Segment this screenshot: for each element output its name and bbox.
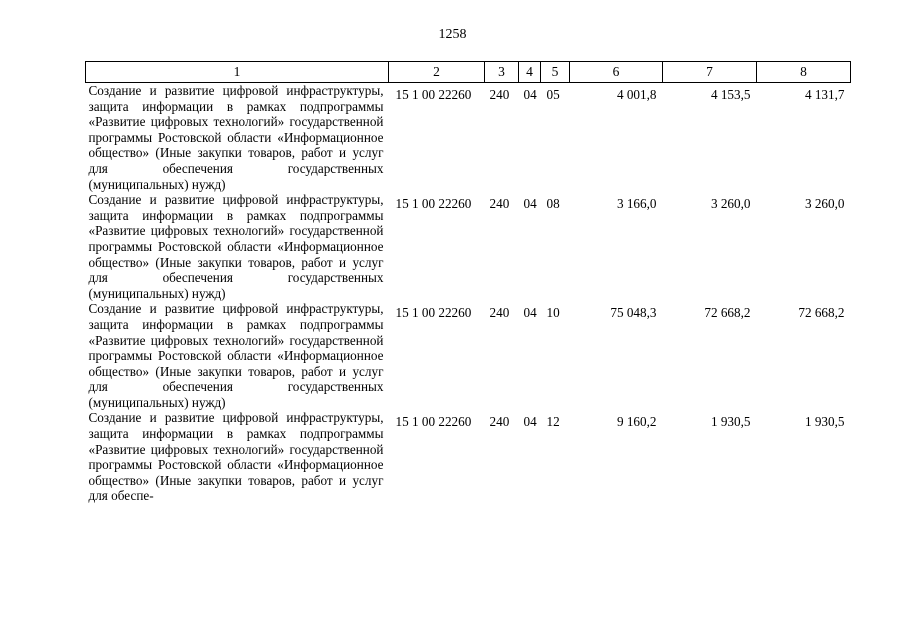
row-col8: 72 668,2 (798, 305, 845, 321)
row-col3: 240 (489, 305, 510, 321)
row-col6: 4 001,8 (616, 87, 657, 102)
row-col8: 3 260,0 (804, 196, 845, 212)
row-col4: 04 (523, 87, 537, 102)
table-row (86, 83, 851, 193)
row-col8: 1 930,5 (804, 414, 845, 430)
column-header-2: 2 (389, 62, 485, 83)
page-number: 1258 (438, 27, 467, 42)
table-header-row (86, 62, 851, 83)
row-col3: 240 (489, 196, 510, 212)
row-col7: 72 668,2 (704, 305, 751, 321)
row-col3: 240 (489, 87, 510, 102)
row-col8: 4 131,7 (804, 87, 845, 102)
row-code: 15 1 00 22260 (395, 196, 472, 212)
column-header-1: 1 (86, 62, 389, 83)
table-row (86, 410, 851, 504)
row-description: Создание и развитие цифровой инфраструктуры, защита информации в рамках подпрограммы «Развитие цифровых технологий» государственной программы Ростовской области «Информационное общество» (Иные закупки товаров, работ и услуг для обеспечения государственных (муниципальных) нужд) (88, 83, 384, 192)
column-header-4: 4 (519, 62, 541, 83)
row-col3: 240 (489, 414, 510, 430)
column-header-3: 3 (485, 62, 519, 83)
row-col4: 04 (523, 414, 537, 430)
row-col5: 08 (546, 196, 560, 212)
row-col5: 10 (546, 305, 560, 321)
column-header-7: 7 (663, 62, 757, 83)
column-header-8: 8 (757, 62, 851, 83)
table-row (86, 301, 851, 410)
row-col5: 05 (546, 87, 560, 102)
row-col7: 4 153,5 (710, 87, 751, 102)
row-col6: 9 160,2 (616, 414, 657, 430)
row-col4: 04 (523, 196, 537, 212)
row-description: Создание и развитие цифровой инфраструктуры, защита информации в рамках подпрограммы «Развитие цифровых технологий» государственной программы Ростовской области «Информационное общество» (Иные закупки товаров, работ и услуг для обеспечения государственных (муниципальных) нужд) (88, 301, 384, 410)
row-description: Создание и развитие цифровой инфраструктуры, защита информации в рамках подпрограммы «Развитие цифровых технологий» государственной программы Ростовской области «Информационное общество» (Иные закупки товаров, работ и услуг для обеспечения государственных (муниципальных) нужд) (88, 192, 384, 301)
table-row (86, 192, 851, 301)
budget-table (85, 61, 851, 504)
row-col4: 04 (523, 305, 537, 321)
row-col5: 12 (546, 414, 560, 430)
row-col6: 75 048,3 (610, 305, 657, 321)
row-code: 15 1 00 22260 (395, 87, 472, 102)
column-header-6: 6 (570, 62, 663, 83)
column-header-5: 5 (541, 62, 570, 83)
row-col7: 1 930,5 (710, 414, 751, 430)
row-description: Создание и развитие цифровой инфраструктуры, защита информации в рамках подпрограммы «Развитие цифровых технологий» государственной программы Ростовской области «Информационное общество» (Иные закупки товаров, работ и услуг для обеспе- (88, 410, 384, 504)
row-col6: 3 166,0 (616, 196, 657, 212)
row-code: 15 1 00 22260 (395, 414, 472, 430)
row-col7: 3 260,0 (710, 196, 751, 212)
row-code: 15 1 00 22260 (395, 305, 472, 321)
